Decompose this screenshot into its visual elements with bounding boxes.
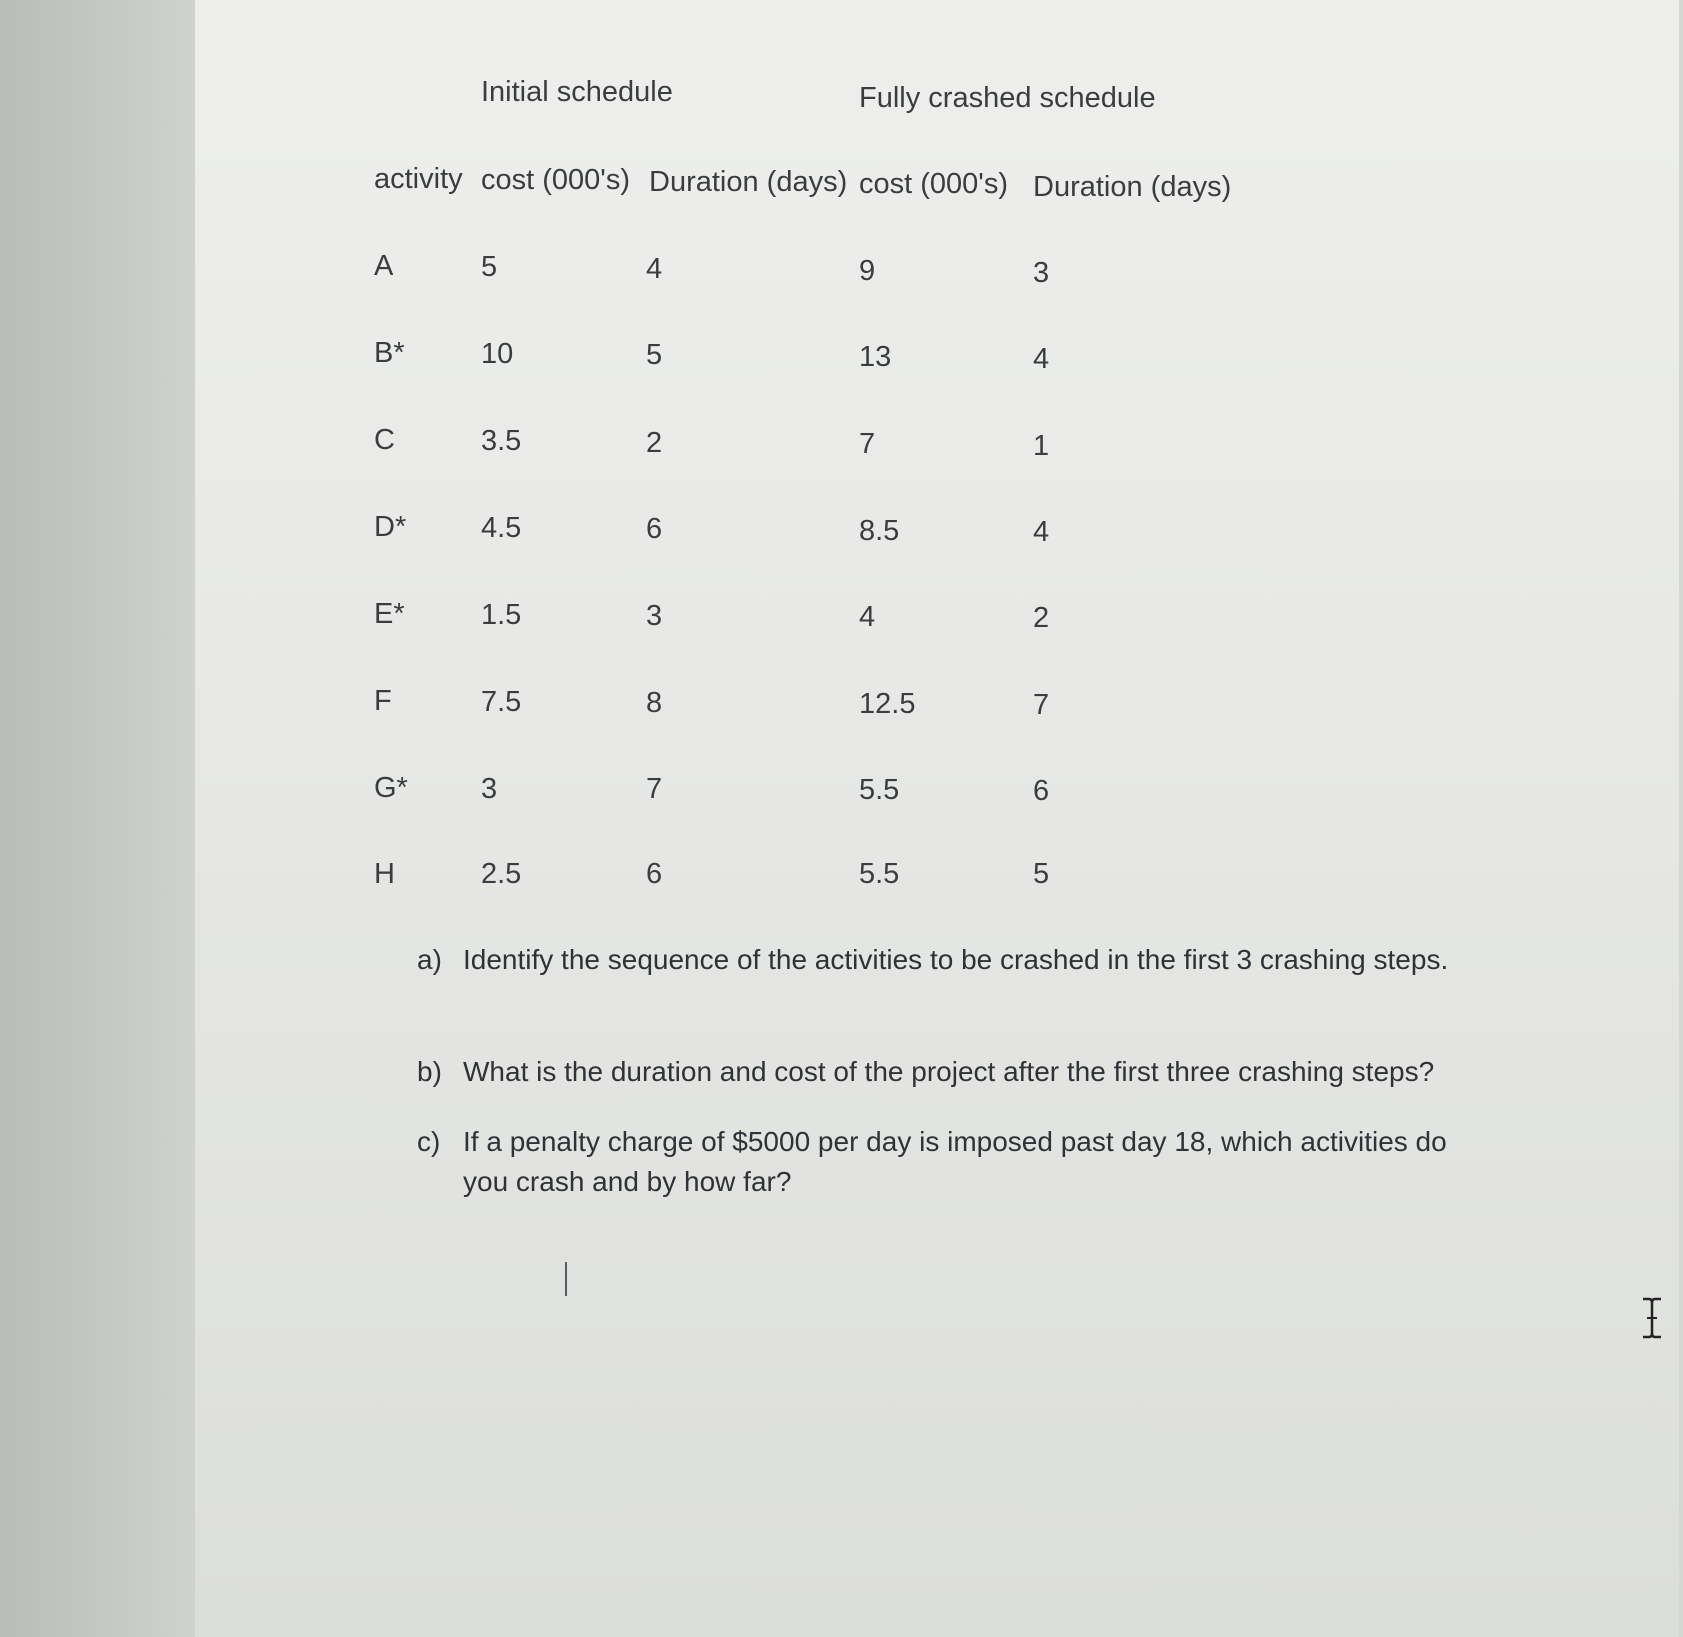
column-header-crashed-cost: cost (000's) — [859, 168, 1008, 200]
left-margin — [0, 0, 195, 1637]
crashed-duration-cell: 4 — [1033, 516, 1050, 548]
initial-cost-cell: 5 — [481, 251, 498, 283]
question-a-label: a) — [417, 944, 442, 975]
crashed-cost-cell: 8.5 — [859, 515, 900, 547]
initial-duration-cell: 6 — [646, 513, 663, 545]
activity-cell: F — [374, 685, 392, 717]
column-header-activity: activity — [374, 163, 463, 195]
column-header-initial-cost: cost (000's) — [481, 164, 630, 196]
activity-cell: G* — [374, 772, 408, 804]
initial-cost-cell: 3 — [481, 773, 498, 805]
initial-schedule-header: Initial schedule — [481, 76, 673, 108]
initial-cost-cell: 4.5 — [481, 512, 522, 544]
crashed-cost-cell: 7 — [859, 428, 876, 460]
crashed-cost-cell: 13 — [859, 341, 892, 373]
right-edge — [1679, 0, 1683, 1637]
crashed-cost-cell: 5.5 — [859, 774, 900, 806]
initial-duration-cell: 6 — [646, 858, 663, 890]
initial-cost-cell: 10 — [481, 338, 514, 370]
crashed-cost-cell: 12.5 — [859, 688, 916, 720]
initial-duration-cell: 4 — [646, 253, 663, 285]
crashed-duration-cell: 4 — [1033, 343, 1050, 375]
crashed-duration-cell: 7 — [1033, 689, 1050, 721]
question-c-label: c) — [417, 1126, 441, 1157]
crashed-duration-cell: 2 — [1033, 602, 1050, 634]
initial-duration-cell: 2 — [646, 427, 663, 459]
column-header-initial-duration: Duration (days) — [649, 166, 848, 198]
crashed-cost-cell: 4 — [859, 601, 876, 633]
initial-duration-cell: 8 — [646, 687, 663, 719]
ibeam-cursor-icon — [1639, 1296, 1665, 1340]
crashed-cost-cell: 5.5 — [859, 858, 900, 890]
column-header-crashed-duration: Duration (days) — [1033, 171, 1232, 203]
crashed-cost-cell: 9 — [859, 255, 876, 287]
initial-cost-cell: 3.5 — [481, 425, 522, 457]
activity-cell: B* — [374, 337, 405, 369]
initial-duration-cell: 7 — [646, 773, 663, 805]
initial-cost-cell: 1.5 — [481, 599, 522, 631]
activity-cell: C — [374, 424, 395, 456]
crashed-duration-cell: 5 — [1033, 858, 1050, 890]
initial-cost-cell: 2.5 — [481, 858, 522, 890]
question-c — [417, 1122, 1537, 1206]
activity-cell: D* — [374, 511, 407, 543]
text-caret — [565, 1262, 567, 1296]
initial-cost-cell: 7.5 — [481, 686, 522, 718]
question-b — [417, 1052, 1537, 1096]
activity-cell: E* — [374, 598, 405, 630]
crashed-duration-cell: 1 — [1033, 430, 1050, 462]
activity-cell: H — [374, 858, 395, 890]
initial-duration-cell: 5 — [646, 339, 663, 371]
document-page — [195, 0, 1683, 1637]
question-b-text: What is the duration and cost of the project after the first three crashing steps? — [463, 1056, 1435, 1087]
question-b-label: b) — [417, 1056, 442, 1087]
initial-duration-cell: 3 — [646, 600, 663, 632]
question-a-text: Identify the sequence of the activities to be crashed in the first 3 crashing steps. — [463, 944, 1449, 975]
fully-crashed-schedule-header: Fully crashed schedule — [859, 82, 1156, 114]
crashed-duration-cell: 6 — [1033, 775, 1050, 807]
question-a — [417, 940, 1537, 984]
question-c-text: If a penalty charge of $5000 per day is imposed past day 18, which activities do you crash and by how far? — [463, 1126, 1447, 1197]
activity-cell: A — [374, 250, 394, 282]
crashed-duration-cell: 3 — [1033, 257, 1050, 289]
